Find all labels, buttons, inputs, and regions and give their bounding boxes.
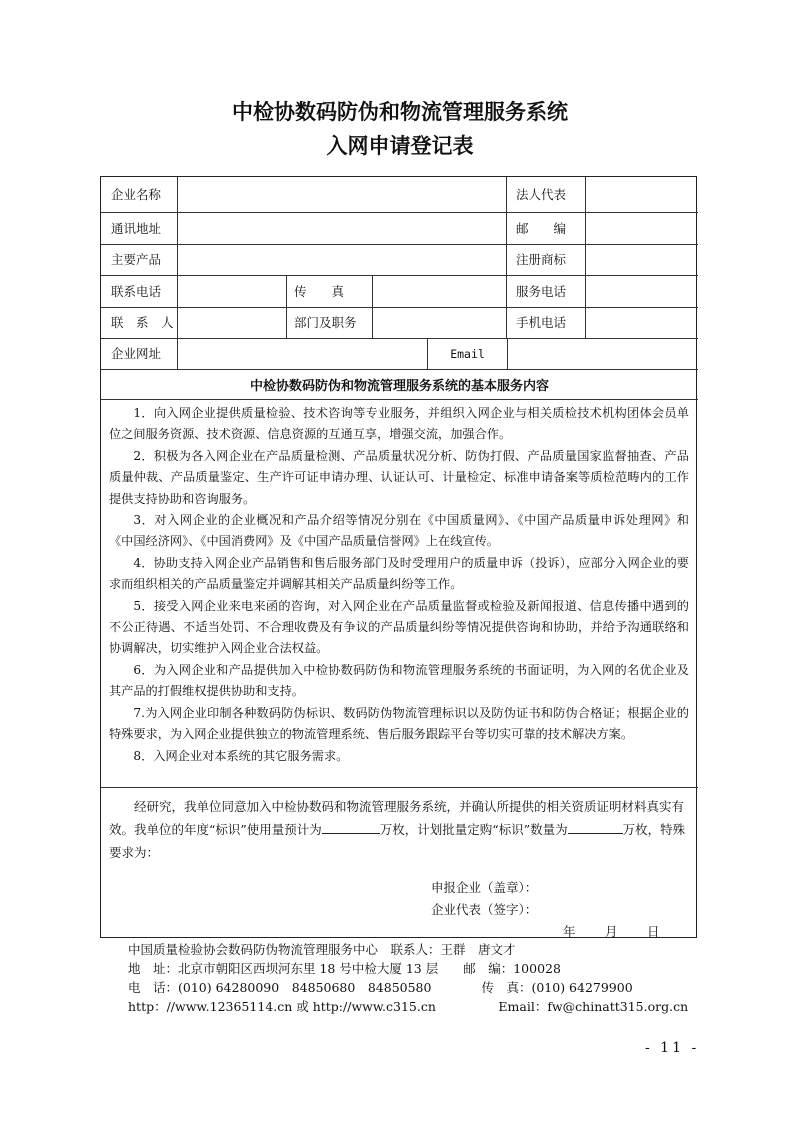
- page-number: - 11 -: [645, 1040, 700, 1056]
- statement-text-3: 万枚，特殊要求为：: [109, 822, 686, 860]
- phone-label: 联系电话: [111, 283, 162, 299]
- website-label: 企业网址: [111, 346, 162, 361]
- page-title: 中检协数码防伪和物流管理服务系统: [232, 99, 568, 124]
- legal-rep-label: 法人代表: [516, 186, 567, 202]
- service-item: 6．为入网企业和产品提供加入中检协数码防伪和物流管理服务系统的书面证明，为入网的名优企业及其产品的打假维权提供协助和支持。: [109, 662, 689, 699]
- trademark-field[interactable]: [586, 245, 697, 275]
- legal-rep-field[interactable]: [586, 177, 697, 212]
- contact-footer: [128, 940, 688, 1016]
- statement-text-1: 经研究，我单位同意加入中检协数码和物流管理服务系统，并确认所提供的相关资质证明材料真实有效。我单位的年度“标识”使用量预计为: [109, 799, 685, 837]
- order-quantity-field[interactable]: [568, 819, 623, 834]
- application-statement: [109, 795, 689, 864]
- page-subtitle: 入网申请登记表: [326, 133, 474, 158]
- postcode-field[interactable]: [586, 213, 697, 244]
- footer-phone-fax: 电 话：(010) 64280090 84850680 84850580 传 真：(010) 64279900: [128, 980, 633, 995]
- date-year-label: 年: [563, 924, 576, 939]
- footer-web-email: http：//www.12365114.cn 或 http://www.c315.cn Email：fw@chinatt315.org.cn: [128, 999, 689, 1014]
- website-field[interactable]: [178, 339, 427, 369]
- services-list: [109, 403, 689, 767]
- mobile-label: 手机电话: [516, 315, 567, 330]
- mobile-field[interactable]: [586, 308, 697, 338]
- service-item: 3．对入网企业的企业概况和产品介绍等情况分别在《中国质量网》、《中国产品质量申诉处理网》和《中国经济网》、《中国消费网》及《中国产品质量信誉网》上在线宣传。: [109, 513, 689, 549]
- address-label: 通讯地址: [111, 220, 162, 236]
- email-field[interactable]: [508, 339, 697, 369]
- services-title: 中检协数码防伪和物流管理服务系统的基本服务内容: [249, 378, 549, 394]
- representative-sign-label: 企业代表（签字）：: [431, 902, 538, 917]
- service-phone-field[interactable]: [586, 276, 697, 307]
- main-products-label: 主要产品: [111, 252, 162, 267]
- dept-position-label: 部门及职务: [294, 315, 357, 330]
- address-field[interactable]: [178, 213, 506, 244]
- contact-label: 联 系 人: [111, 315, 174, 330]
- applicant-seal-label: 申报企业（盖章）：: [431, 880, 538, 895]
- service-item: 2．积极为各入网企业在产品质量检测、产品质量状况分析、防伪打假、产品质量国家监督抽查、产品质量仲裁、产品质量鉴定、生产许可证申请办理、认证认可、计量检定、标准申请备案等质检范畴内的工作提供支持协助和咨询服务。: [109, 448, 689, 506]
- dept-position-field[interactable]: [373, 308, 506, 338]
- date-month-label: 月: [605, 924, 618, 939]
- email-label: Email: [450, 347, 485, 361]
- footer-org-contact: 中国质量检验协会数码防伪物流管理服务中心 联系人：王群 唐文才: [128, 942, 516, 957]
- service-phone-label: 服务电话: [516, 283, 567, 299]
- service-item: 1．向入网企业提供质量检验、技术咨询等专业服务，并组织入网企业与相关质检技术机构团体会员单位之间服务资源、技术资源、信息资源的互通互享，增强交流，加强合作。: [109, 406, 689, 442]
- service-item: 7.为入网企业印制各种数码防伪标识、数码防伪物流管理标识以及防伪证书和防伪合格证；根据企业的特殊要求，为入网企业提供独立的物流管理系统、售后服务跟踪平台等切实可靠的技术解决方案。: [109, 705, 689, 742]
- footer-address: 地 址：北京市朝阳区西坝河东里 18 号中检大厦 13 层 邮 编：100028: [128, 961, 561, 976]
- service-item: 4．协助支持入网企业产品销售和售后服务部门及时受理用户的质量申诉（投诉），应部分入网企业的要求而组织相关的产品质量鉴定并调解其相关产品质量纠纷等工作。: [109, 555, 689, 592]
- postcode-label: 邮 编: [516, 220, 567, 236]
- annual-usage-field[interactable]: [322, 819, 380, 834]
- trademark-label: 注册商标: [516, 252, 567, 267]
- registration-form: [100, 176, 697, 938]
- main-products-field[interactable]: [178, 245, 506, 275]
- fax-label: 传 真: [294, 283, 345, 299]
- contact-field[interactable]: [178, 308, 286, 338]
- company-name-label: 企业名称: [111, 186, 162, 202]
- phone-field[interactable]: [178, 276, 286, 307]
- company-name-field[interactable]: [178, 177, 506, 212]
- statement-text-2: 万枚，计划批量定购“标识”数量为: [379, 822, 568, 837]
- fax-field[interactable]: [373, 276, 506, 307]
- date-day-label: 日: [647, 924, 660, 939]
- service-item: 5．接受入网企业来电来函的咨询，对入网企业在产品质量监督或检验及新闻报道、信息传播中遇到的不公正待遇、不适当处罚、不合理收费及有争议的产品质量纠纷等情况提供咨询和协助，并给予沟通联络和协调解决，切实维护入网企业合法权益。: [109, 598, 689, 656]
- service-item: 8．入网企业对本系统的其它服务需求。: [133, 748, 349, 763]
